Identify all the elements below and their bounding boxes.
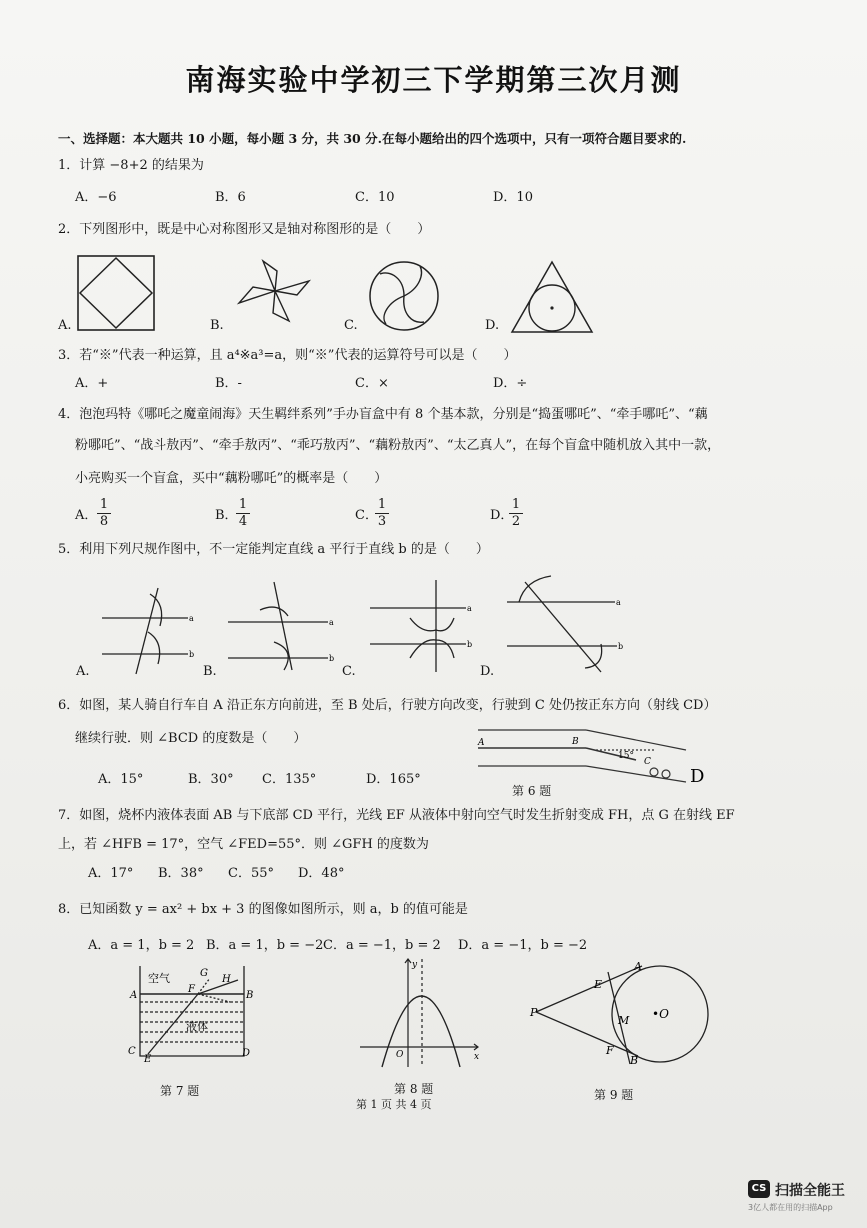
q8-option-d: D．a = −1，b = −2 (458, 938, 588, 953)
q5-figure-d (505, 572, 630, 676)
q7-option-c: C．55° (228, 866, 274, 881)
q2-figure-c (368, 260, 440, 332)
q3-option-b: B．- (215, 376, 242, 391)
q4-option-b-fraction (236, 498, 250, 529)
q3-option-d: D．÷ (493, 376, 528, 391)
section-heading: 一、选择题：本大题共 10 小题，每小题 3 分，共 30 分.在每小题给出的四个选项中，只有一项符合题目要求的. (58, 131, 687, 146)
angle-label: 15° (618, 751, 634, 761)
numerator: 1 (238, 497, 248, 512)
q2-figure-b (233, 255, 317, 327)
denominator: 4 (238, 514, 248, 529)
line-a-label: a (189, 614, 194, 623)
page-footer: 第 1 页 共 4 页 (356, 1098, 432, 1111)
point-h-label: H (222, 974, 231, 985)
point-b-label: B (246, 990, 254, 1001)
q2-label-d: D. (485, 318, 500, 333)
point-d-label: D (690, 766, 705, 787)
q6-option-c: C．135° (262, 772, 317, 787)
q6-line-1: 6．如图，某人骑自行车自 A 沿正东方向前进，至 B 处后，行驶方向改变，行驶到 C 处仍按正东方向（射线 CD） (58, 698, 717, 713)
denominator: 3 (377, 514, 387, 529)
numerator: 1 (99, 497, 109, 512)
axis-x-label: x (474, 1052, 480, 1062)
liquid-label: 液体 (186, 1020, 208, 1033)
point-a-label: A (130, 990, 138, 1001)
q8-figure (356, 955, 484, 1073)
point-e-label: E (144, 1054, 152, 1065)
point-d-label: D (242, 1048, 251, 1059)
scanner-logo-icon: CS (748, 1180, 770, 1198)
q9-figure (526, 956, 716, 1068)
q4-option-c-fraction (375, 498, 389, 529)
air-label: 空气 (148, 972, 170, 985)
scanner-watermark (748, 1180, 858, 1220)
point-a-label: A (634, 960, 642, 973)
exam-title: 南海实验中学初三下学期第三次月测 (185, 63, 682, 97)
q4-line-2: 粉哪吒”、“战斗敖丙”、“牵手敖丙”、“乖巧敖丙”、“藕粉敖丙”、“太乙真人”，在每个盲盒中随机放入其中一款， (75, 438, 721, 453)
denominator: 8 (99, 514, 109, 529)
point-p-label: P (530, 1006, 538, 1019)
scanner-tagline: 3亿人都在用的扫描App (748, 1203, 833, 1212)
q3-option-a: A．+ (75, 376, 109, 391)
q8-option-b: B．a = 1，b = −2 (206, 938, 324, 953)
q6-option-d: D．165° (366, 772, 421, 787)
point-f-label: F (606, 1044, 614, 1057)
line-b-label: b (329, 654, 335, 663)
point-b-label: B (572, 737, 579, 747)
q1-option-a: A．−6 (75, 190, 117, 205)
point-b-label: B (630, 1054, 639, 1067)
q8-option-a: A．a = 1，b = 2 (88, 938, 195, 953)
point-f-label: F (188, 984, 195, 995)
q6-option-a: A．15° (98, 772, 144, 787)
q2-stem: 2．下列图形中，既是中心对称图形又是轴对称图形的是（ ） (58, 222, 431, 237)
q2-figure-d (510, 260, 594, 334)
line-b-label: b (189, 650, 195, 659)
line-a-label: a (616, 598, 621, 607)
q5-label-d: D. (480, 664, 495, 679)
center-o-label: •O (652, 1007, 669, 1021)
q1-option-c: C．10 (355, 190, 395, 205)
q1-stem: 1．计算 −8+2 的结果为 (58, 158, 204, 173)
q4-option-b-letter: B． (215, 508, 238, 523)
point-g-label: G (200, 968, 208, 979)
q5-stem: 5．利用下列尺规作图中，不一定能判定直线 a 平行于直线 b 的是（ ） (58, 542, 489, 557)
q4-line-3: 小亮购买一个盲盒，买中“藕粉哪吒”的概率是（ ） (75, 471, 388, 486)
point-e-label: E (594, 978, 603, 991)
q8-caption: 第 8 题 (394, 1082, 434, 1096)
point-c-label: C (128, 1046, 136, 1057)
line-a-label: a (329, 618, 334, 627)
q7-option-a: A．17° (88, 866, 134, 881)
q5-label-c: C. (342, 664, 356, 679)
q2-label-a: A. (58, 318, 72, 333)
scanner-app-name: 扫描全能王 (775, 1183, 845, 1199)
q2-label-c: C. (344, 318, 358, 333)
q6-line-2: 继续行驶．则 ∠BCD 的度数是（ ） (75, 731, 307, 746)
q6-figure (476, 724, 708, 787)
q7-option-d: D．48° (298, 866, 345, 881)
q4-option-a-fraction (97, 498, 111, 529)
q7-line-1: 7．如图，烧杯内液体表面 AB 与下底部 CD 平行，光线 EF 从液体中射向空气时发生折射变成 FH，点 G 在射线 EF (58, 808, 735, 823)
q5-figure-b (226, 580, 336, 672)
q6-option-b: B．30° (188, 772, 234, 787)
q4-option-a-letter: A． (75, 508, 98, 523)
q7-caption: 第 7 题 (160, 1084, 200, 1098)
q1-option-b: B．6 (215, 190, 246, 205)
numerator: 1 (377, 497, 387, 512)
q4-line-1: 4．泡泡玛特《哪吒之魔童闹海》天生羁绊系列”手办盲盒中有 8 个基本款，分别是“捣蛋哪吒”、“牵手哪吒”、“藕 (58, 407, 708, 422)
point-a-label: A (478, 738, 485, 748)
q8-stem: 8．已知函数 y = ax² + bx + 3 的图像如图所示，则 a，b 的值可能是 (58, 902, 468, 917)
q9-caption: 第 9 题 (594, 1088, 634, 1102)
point-c-label: C (644, 757, 651, 767)
q3-stem: 3．若“※”代表一种运算，且 a⁴※a³=a，则“※”代表的运算符号可以是（ ） (58, 348, 517, 363)
q2-figure-a (76, 254, 156, 332)
q5-label-b: B. (203, 664, 217, 679)
numerator: 1 (511, 497, 521, 512)
q7-line-2: 上，若 ∠HFB = 17°，空气 ∠FED=55°．则 ∠GFH 的度数为 (58, 837, 429, 852)
q7-figure (126, 962, 258, 1065)
q4-option-c-letter: C． (355, 508, 378, 523)
axis-y-label: y (412, 960, 418, 970)
q1-option-d: D．10 (493, 190, 533, 205)
line-b-label: b (467, 640, 473, 649)
origin-label: O (396, 1050, 404, 1060)
q6-caption: 第 6 题 (512, 784, 552, 798)
q2-label-b: B. (210, 318, 224, 333)
q5-label-a: A. (76, 664, 90, 679)
q5-figure-c (368, 578, 478, 674)
q4-option-d-letter: D． (490, 508, 514, 523)
line-b-label: b (618, 642, 624, 651)
q3-option-c: C．× (355, 376, 389, 391)
q4-option-d-fraction (509, 498, 523, 529)
point-m-label: M (618, 1014, 630, 1027)
q7-option-b: B．38° (158, 866, 204, 881)
q5-figure-a (100, 586, 200, 676)
denominator: 2 (511, 514, 521, 529)
line-a-label: a (467, 604, 472, 613)
q8-option-c: C．a = −1，b = 2 (323, 938, 441, 953)
